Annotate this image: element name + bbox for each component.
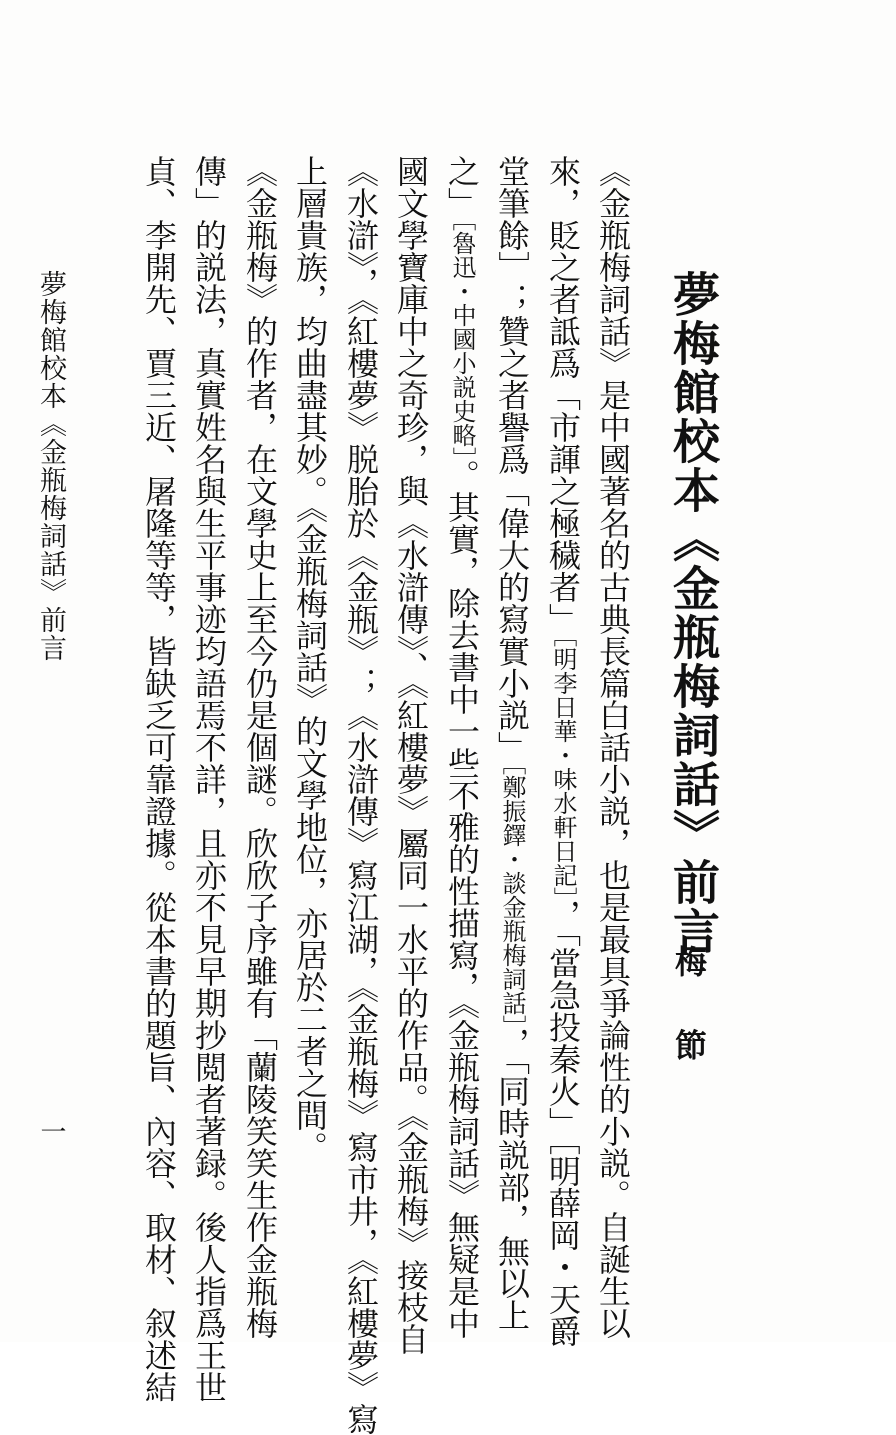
column-text: 傳」的説法，真實姓名與生平事迹均語焉不詳，且亦不見早期抄閲者著録。後人指爲王世: [190, 155, 228, 1403]
body-column-10: [140, 155, 182, 1403]
page-number: 一: [36, 1118, 66, 1144]
column-text-after: ，「當急投秦火」［明薛岡・天爵: [544, 899, 582, 1347]
column-text: 《金瓶梅》的作者，在文學史上至今仍是個謎。欣欣子序雖有「蘭陵笑笑生作金瓶梅: [241, 155, 279, 1339]
citation-note: ［鄭振鐸・談金瓶梅詞話］: [498, 763, 526, 1027]
column-text-after: 。其實，除去書中一些不雅的性描寫，《金瓶梅詞話》無疑是中: [443, 459, 481, 1339]
body-column-3: [493, 155, 535, 1331]
body-column-5: [392, 155, 434, 1355]
column-text-after: ，「同時説部，無以上: [493, 1027, 531, 1331]
running-head: 夢梅館校本《金瓶梅詞話》前言: [35, 270, 66, 662]
body-column-1: [594, 155, 636, 1339]
body-column-4: [443, 155, 485, 1339]
column-text: 堂筆餘］；贊之者譽爲「偉大的寫實小説」: [493, 155, 531, 763]
column-text: 來，貶之者詆爲「市諢之極穢者」: [544, 155, 582, 635]
author-name: 梅 節: [670, 945, 708, 1081]
column-text: 《水滸》，《紅樓夢》脱胎於《金瓶》；《水滸傳》寫江湖，《金瓶梅》寫市井，《紅樓夢》寫: [342, 155, 380, 1435]
page-title: 夢梅館校本《金瓶梅詞話》前言: [665, 270, 720, 956]
body-column-7: [293, 155, 333, 1205]
body-column-9: [190, 155, 232, 1403]
column-text: 《金瓶梅詞話》是中國著名的古典長篇白話小説，也是最具爭論性的小説。自誕生以: [594, 155, 632, 1339]
body-column-6: [342, 155, 384, 1435]
body-column-8: [241, 155, 283, 1339]
body-column-2: [544, 155, 586, 1347]
citation-note: ［魯迅・中國小説史略］: [448, 219, 476, 459]
column-text: 之」: [443, 155, 481, 219]
column-text: 貞、李開先、賈三近、屠隆等等，皆缺乏可靠證據。從本書的題旨、內容、取材、叙述結: [140, 155, 178, 1403]
column-text: 上層貴族，均曲盡其妙。《金瓶梅詞話》的文學地位，亦居於二者之間。: [291, 155, 329, 1163]
citation-note: ［明李日華・味水軒日記］: [549, 635, 577, 899]
column-text: 國文學寶庫中之奇珍，與《水滸傳》、《紅樓夢》屬同一水平的作品。《金瓶梅》接枝自: [392, 155, 430, 1355]
